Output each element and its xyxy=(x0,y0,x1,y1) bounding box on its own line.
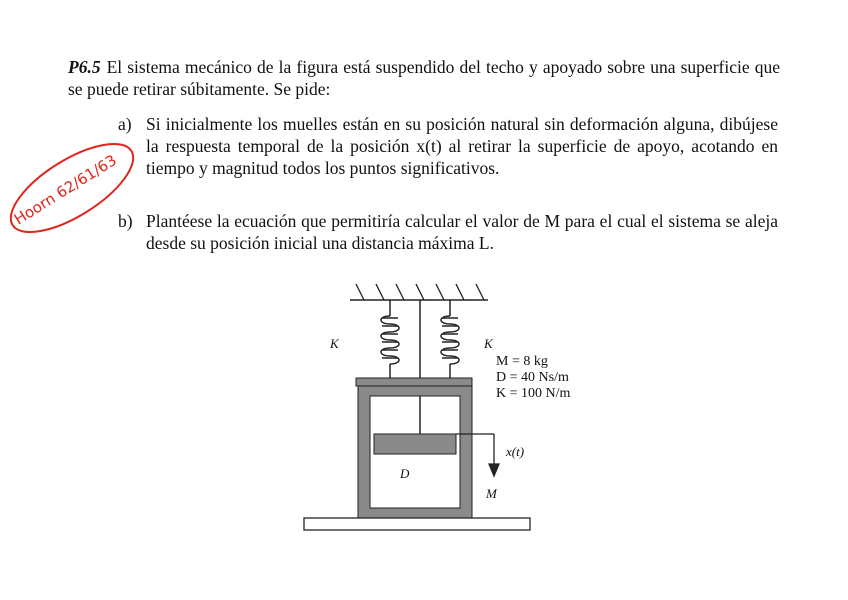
parameter-stiffness: K = 100 N/m xyxy=(496,386,571,401)
question-item-b xyxy=(118,210,778,254)
right-spring xyxy=(441,300,459,378)
left-spring xyxy=(381,300,399,378)
item-text: Si inicialmente los muelles están en su posición natural sin deformación alguna, dibújese la respuesta temporal de la posición x(t) al retirar la superficie de apoyo, acotando en tiempo y magnitud todos los puntos significativos. xyxy=(146,114,778,178)
question-item-a xyxy=(118,113,778,179)
damper-label: D xyxy=(400,466,410,481)
parameter-list xyxy=(496,354,570,402)
item-label: a) xyxy=(118,114,132,134)
stamp-text: Hoorn 62/61/63 xyxy=(10,151,120,229)
spring-right-label: K xyxy=(484,336,493,351)
ground-surface xyxy=(304,518,530,530)
ceiling-hatch xyxy=(356,284,484,300)
displacement-label: x(t) xyxy=(506,444,525,459)
mechanical-system-figure xyxy=(290,270,590,540)
handwritten-stamp xyxy=(0,130,150,250)
parameter-mass: M = 8 kg xyxy=(496,354,548,369)
problem-number: P6.5 xyxy=(68,57,101,77)
spring-left-label: K xyxy=(330,336,339,351)
problem-text: El sistema mecánico de la figura está suspendido del techo y apoyado sobre una superficie que se puede retirar súbitamente. Se pide: xyxy=(68,57,780,99)
item-label: b) xyxy=(118,211,133,231)
problem-statement xyxy=(68,56,780,100)
top-bar xyxy=(356,378,472,386)
item-text: Plantéese la ecuación que permitiría calcular el valor de M para el cual el sistema se aleja desde su posición inicial una distancia máxima L. xyxy=(146,211,778,253)
parameter-damping: D = 40 Ns/m xyxy=(496,370,569,385)
mass-label: M xyxy=(486,486,497,501)
piston-plate xyxy=(374,434,456,454)
